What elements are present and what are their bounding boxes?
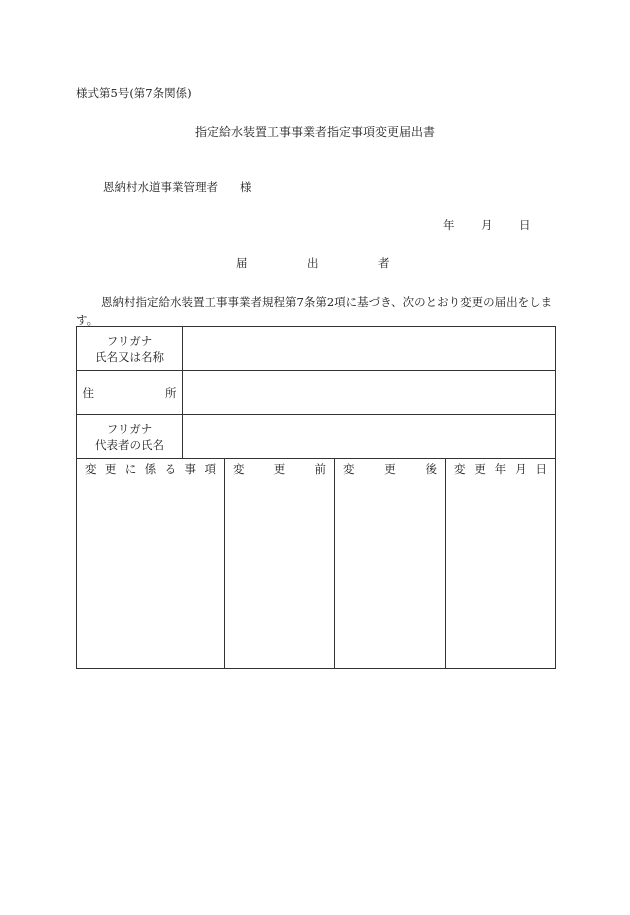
- header-char: る: [164, 462, 177, 476]
- address-char: 住: [82, 385, 94, 400]
- header-char: に: [124, 462, 137, 476]
- addressee-name: 恩納村水道事業管理者: [103, 180, 218, 194]
- header-char: 係: [144, 462, 157, 476]
- name-field[interactable]: [183, 327, 555, 370]
- name-label: [77, 327, 183, 370]
- form-number: 様式第5号(第7条関係): [76, 86, 192, 100]
- representative-label: [77, 415, 183, 458]
- page-title: 指定給水装置工事事業者指定事項変更届出書: [194, 125, 435, 139]
- applicant-char: 出: [307, 256, 319, 270]
- date-line: [443, 217, 531, 233]
- header-char: 後: [425, 462, 437, 476]
- header-char: 更: [273, 462, 286, 476]
- header-char: 日: [535, 462, 547, 476]
- representative-field[interactable]: [183, 415, 555, 458]
- representative-name-label: 代表者の氏名: [95, 437, 164, 452]
- furigana-label: フリガナ: [106, 421, 153, 436]
- declaration-text: 恩納村指定給水装置工事事業者規程第7条第2項に基づき、次のとおり変更の届出をします。: [76, 295, 553, 327]
- change-item-header: [85, 461, 216, 477]
- furigana-label: フリガナ: [106, 333, 153, 348]
- change-item-column[interactable]: [77, 459, 225, 668]
- name-or-title-label: 氏名又は名称: [95, 349, 164, 364]
- addressee-honorific: 様: [240, 180, 252, 194]
- after-change-header: [343, 461, 437, 477]
- header-char: 項: [204, 462, 216, 476]
- date-year[interactable]: 年: [443, 218, 455, 232]
- before-change-column[interactable]: [225, 459, 335, 668]
- header-char: 変: [343, 462, 355, 476]
- change-date-header: [454, 461, 547, 477]
- date-month[interactable]: 月: [481, 218, 493, 232]
- applicant-label: [236, 255, 390, 271]
- after-change-column[interactable]: [335, 459, 446, 668]
- change-date-column[interactable]: [446, 459, 555, 668]
- applicant-char: 届: [236, 256, 248, 270]
- header-char: 更: [384, 462, 396, 476]
- address-row: [77, 371, 555, 415]
- header-char: 月: [515, 462, 527, 476]
- applicant-char: 者: [378, 256, 390, 270]
- header-char: 変: [233, 462, 245, 476]
- address-char: 所: [165, 385, 177, 400]
- address-field[interactable]: [183, 371, 555, 414]
- header-char: 事: [184, 462, 197, 476]
- before-change-header: [233, 461, 326, 477]
- header-char: 年: [494, 462, 507, 476]
- representative-row: [77, 415, 555, 459]
- date-day[interactable]: 日: [519, 218, 531, 232]
- header-char: 変: [85, 462, 97, 476]
- header-char: 前: [314, 462, 326, 476]
- address-label: [77, 371, 183, 414]
- changes-row: [77, 459, 555, 668]
- header-char: 更: [474, 462, 486, 476]
- header-char: 更: [104, 462, 117, 476]
- name-row: [77, 327, 555, 371]
- header-char: 変: [454, 462, 466, 476]
- form-table: [76, 326, 556, 669]
- addressee: [103, 179, 252, 195]
